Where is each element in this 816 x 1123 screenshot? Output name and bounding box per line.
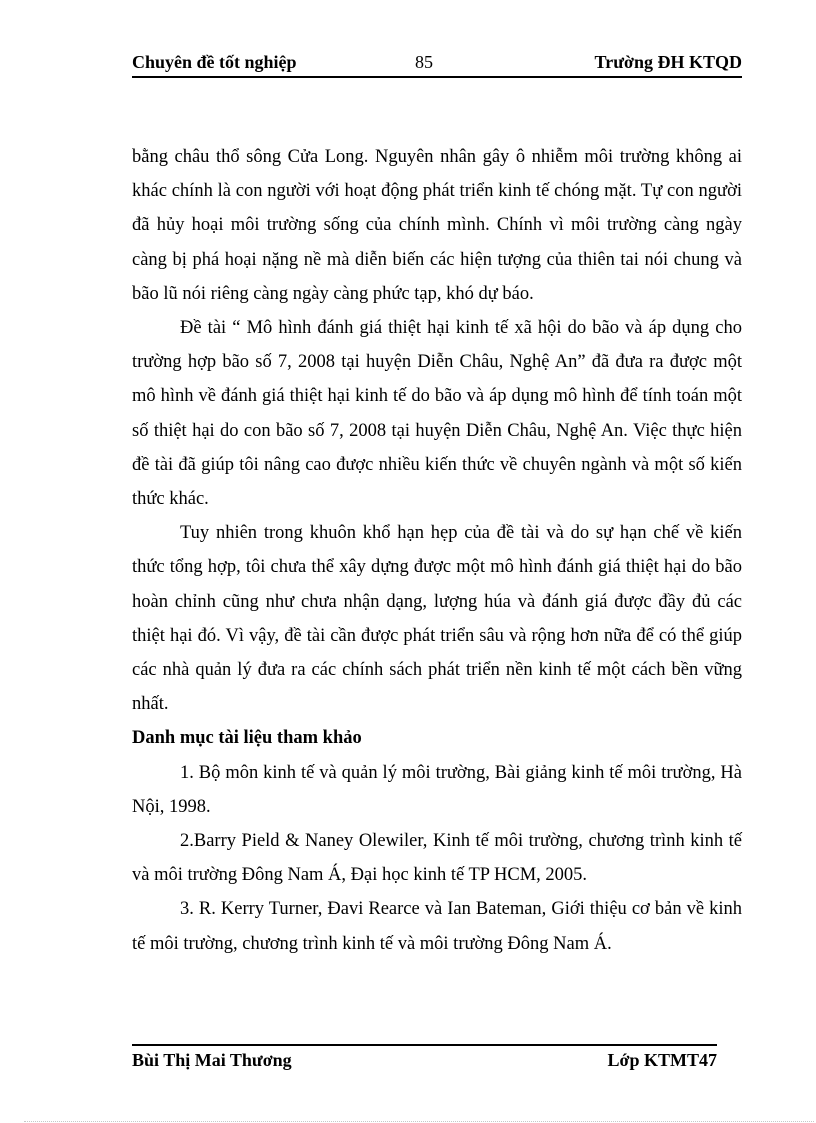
page-edge-divider — [24, 1121, 814, 1122]
header-university: Trường ĐH KTQD — [594, 52, 742, 72]
footer-author: Bùi Thị Mai Thương — [132, 1050, 292, 1070]
footer-divider — [132, 1044, 717, 1046]
body-paragraph-3: Tuy nhiên trong khuôn khổ hạn hẹp của đề tài và do sự hạn chế về kiến thức tổng hợp, tôi chưa thể xây dựng được một mô hình đánh giá thiệt hại do bão hoàn chỉnh cũng như chưa nhận dạng, lượng húa và đánh giá được đầy đủ các thiệt hại đó. Vì vậy, đề tài cần được phát triển sâu và rộng hơn nữa để có thể giúp các nhà quản lý đưa ra các chính sách phát triển nền kinh tế một cách bền vững nhất. — [132, 523, 742, 715]
page-number: 85 — [415, 52, 433, 72]
page-footer — [132, 1050, 717, 1076]
reference-item-3: 3. R. Kerry Turner, Đavi Rearce và Ian Bateman, Giới thiệu cơ bản về kinh tế môi trường, chương trình kinh tế và môi trường Đông Nam Á. — [132, 899, 742, 954]
page-body — [132, 140, 742, 961]
footer-class: Lớp KTMT47 — [607, 1050, 717, 1070]
header-document-type: Chuyên đề tốt nghiệp — [132, 52, 297, 72]
references-heading: Danh mục tài liệu tham khảo — [132, 728, 362, 749]
reference-item-1: 1. Bộ môn kinh tế và quản lý môi trường, Bài giảng kinh tế môi trường, Hà Nội, 1998. — [132, 762, 742, 817]
reference-item-2: 2.Barry Pield & Naney Olewiler, Kinh tế môi trường, chương trình kinh tế và môi trường Đông Nam Á, Đại học kinh tế TP HCM, 2005. — [132, 831, 742, 886]
body-paragraph-2: Đề tài “ Mô hình đánh giá thiệt hại kinh tế xã hội do bão và áp dụng cho trường hợp bão số 7, 2008 tại huyện Diễn Châu, Nghệ An” đã đưa ra được một mô hình về đánh giá thiệt hại kinh tế do bão và áp dụng mô hình để tính toán một số thiệt hại do con bão số 7, 2008 tại huyện Diễn Châu, Nghệ An. Việc thực hiện đề tài đã giúp tôi nâng cao được nhiều kiến thức về chuyên ngành và một số kiến thức khác. — [132, 318, 742, 510]
header-divider — [132, 76, 742, 78]
page-header — [132, 52, 742, 78]
body-paragraph-1: bằng châu thổ sông Cửa Long. Nguyên nhân gây ô nhiễm môi trường không ai khác chính là con người với hoạt động phát triển kinh tế chóng mặt. Tự con người đã hủy hoại môi trường sống của chính mình. Chính vì môi trường càng ngày càng bị phá hoại nặng nề mà diễn biến các hiện tượng của thiên tai nói chung và bão lũ nói riêng càng ngày càng phức tạp, khó dự báo. — [132, 147, 742, 304]
